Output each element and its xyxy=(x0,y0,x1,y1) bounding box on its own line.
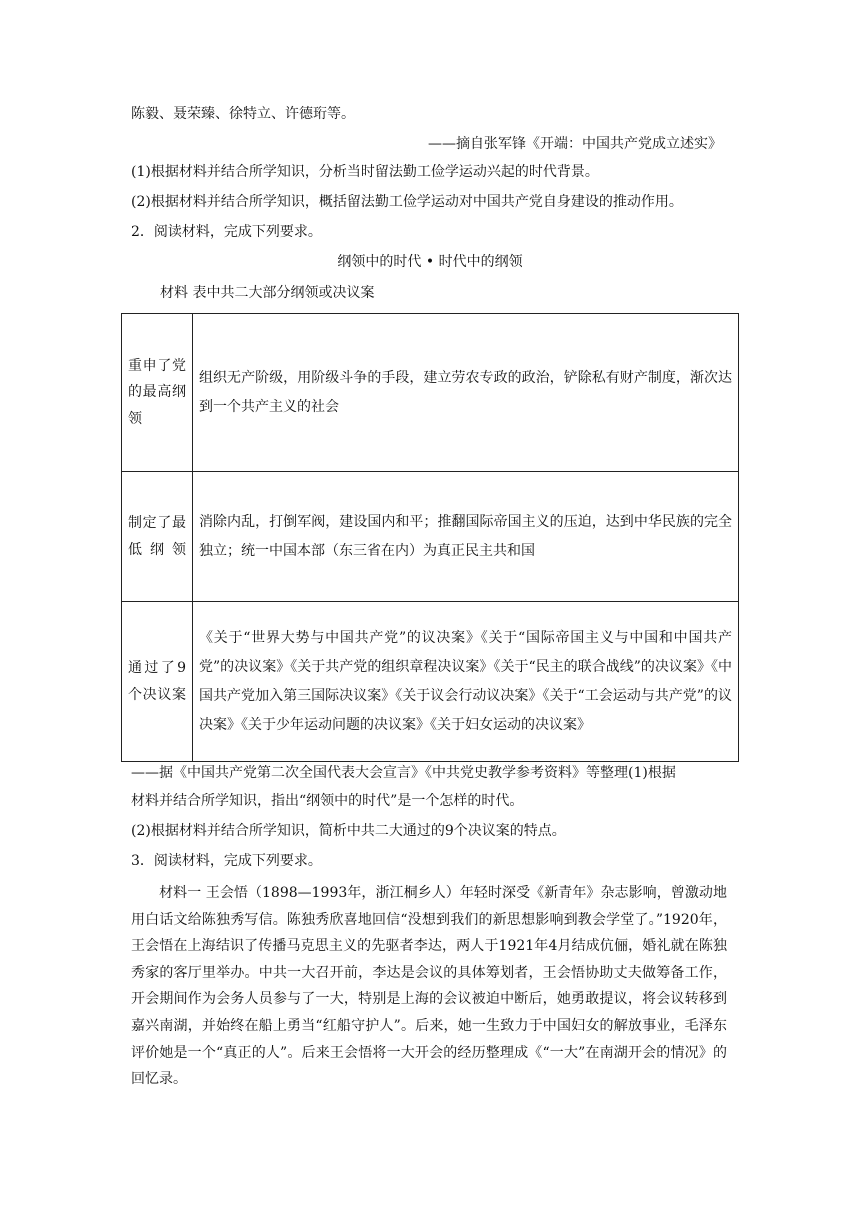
row-header: 通过了9个决议案 xyxy=(122,602,193,762)
material-1-text: 材料一 王会悟（1898—1993年，浙江桐乡人）年轻时深受《新青年》杂志影响，曾激动地用白话文给陈独秀写信。陈独秀欣喜地回信“没想到我们的新思想影响到教会学堂了。”1920年，王会悟在上海结识了传播马克思主义的先驱者李达，两人于1921年4月结成伉俪，婚礼就在陈独秀家的客厅里举办。中共一大召开前，李达是会议的具体筹划者，王会悟协助丈夫做筹备工作，开会期间作为会务人员参与了一大，特别是上海的会议被迫中断后，她勇敢提议，将会议转移到嘉兴南湖，并始终在船上勇当“红船守护人”。后来，她一生致力于中国妇女的解放事业，毛泽东评价她是一个“真正的人”。后来王会悟将一大开会的经历整理成《“一大”在南湖开会的情况》的回忆录。 xyxy=(131,885,727,1088)
item-2-heading: 2．阅读材料，完成下列要求。 xyxy=(131,224,322,240)
row-content: 消除内乱，打倒军阀，建设国内和平；推翻国际帝国主义的压迫，达到中华民族的完全独立；统一中国本部（东三省在内）为真正民主共和国 xyxy=(193,472,739,602)
intro-tail: 陈毅、聂荣臻、徐特立、许德珩等。 xyxy=(131,106,355,122)
item-2-title: 纲领中的时代 • 时代中的纲领 xyxy=(337,254,523,270)
item-3-heading: 3．阅读材料，完成下列要求。 xyxy=(131,853,322,869)
table-row xyxy=(122,602,739,762)
source-citation-1: ——摘自张军锋《开端：中国共产党成立述实》 xyxy=(428,136,722,152)
row-header: 制定了最低纲领 xyxy=(122,472,193,602)
row-header: 重申了党的最高纲领 xyxy=(122,314,193,472)
question-2-2: (2)根据材料并结合所学知识，简析中共二大通过的9个决议案的特点。 xyxy=(131,823,566,839)
table-row xyxy=(122,314,739,472)
question-1-1: (1)根据材料并结合所学知识，分析当时留法勤工俭学运动兴起的时代背景。 xyxy=(131,164,599,180)
table-row xyxy=(122,472,739,602)
table-caption: 材料 表中共二大部分纲领或决议案 xyxy=(160,285,375,301)
row-content: 《关于“世界大势与中国共产党”的议决案》《关于“国际帝国主义与中国和中国共产党”的决议案》《关于共产党的组织章程决议案》《关于“民主的联合战线”的决议案》《中国共产党加入第三国际决议案》《关于议会行动议决案》《关于“工会运动与共产党”的议决案》《关于少年运动问题的决议案》《关于妇女运动的决议案》 xyxy=(193,602,739,762)
row-content: 组织无产阶级，用阶级斗争的手段，建立劳农专政的政治，铲除私有财产制度，渐次达到一个共产主义的社会 xyxy=(193,314,739,472)
question-1-2: (2)根据材料并结合所学知识，概括留法勤工俭学运动对中国共产党自身建设的推动作用。 xyxy=(131,194,683,210)
material-1-paragraph xyxy=(131,880,727,1093)
question-2-1: 材料并结合所学知识，指出“纲领中的时代”是一个怎样的时代。 xyxy=(131,793,524,809)
program-table xyxy=(121,313,739,762)
source-citation-2: ——据《中国共产党第二次全国代表大会宣言》《中共党史教学参考资料》等整理(1)根据 xyxy=(131,765,676,781)
